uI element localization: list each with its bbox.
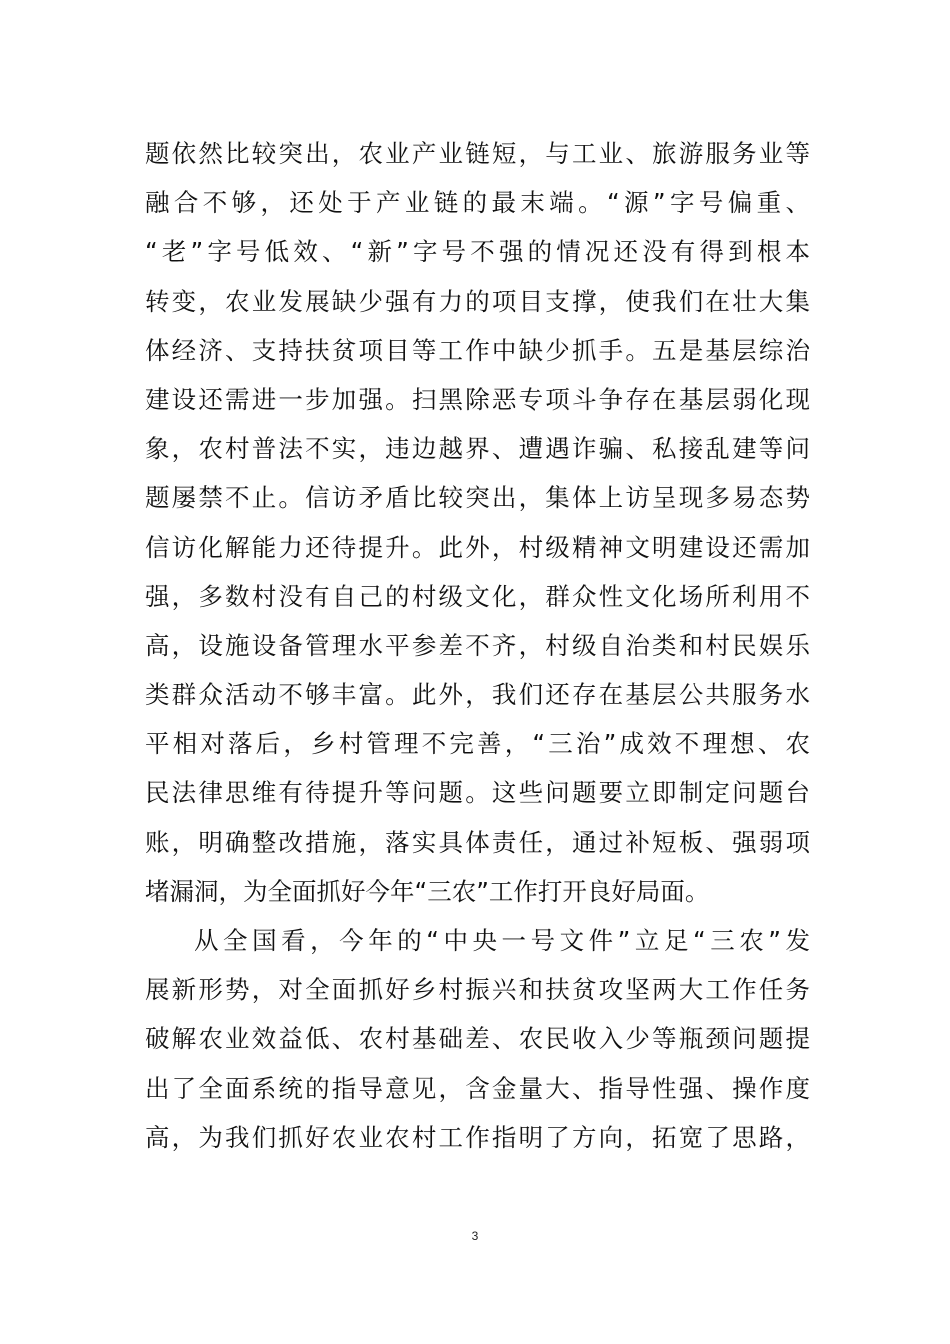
text-line: 强，多数村没有自己的村级文化，群众性文化场所利用不 <box>145 581 810 611</box>
text-line: 展新形势，对全面抓好乡村振兴和扶贫攻坚两大工作任务 <box>145 975 810 1005</box>
body-text <box>145 129 810 1162</box>
text-line: 象，农村普法不实，违边越界、遭遇诈骗、私接乱建等问 <box>145 434 810 464</box>
page-number: 3 <box>471 1229 479 1243</box>
text-line: 体经济、支持扶贫项目等工作中缺少抓手。五是基层综治 <box>145 335 810 365</box>
text-line: 题屡禁不止。信访矛盾比较突出，集体上访呈现多易态势 <box>145 483 810 513</box>
text-line: 高，为我们抓好农业农村工作指明了方向，拓宽了思路， <box>145 1122 810 1152</box>
text-line: 转变，农业发展缺少强有力的项目支撑，使我们在壮大集 <box>145 286 810 316</box>
text-line: 题依然比较突出，农业产业链短，与工业、旅游服务业等 <box>145 139 810 168</box>
text-line: 高，设施设备管理水平参差不齐，村级自治类和村民娱乐 <box>145 630 810 660</box>
text-line: 信访化解能力还待提升。此外，村级精神文明建设还需加 <box>145 532 810 562</box>
text-line: 出了全面系统的指导意见，含金量大、指导性强、操作度 <box>145 1073 810 1103</box>
text-line: 建设还需进一步加强。扫黑除恶专项斗争存在基层弱化现 <box>145 384 810 414</box>
text-line-paragraph-end: 堵漏洞，为全面抓好今年“三农”工作打开良好局面。 <box>145 876 710 906</box>
text-line: 融合不够，还处于产业链的最末端。“源”字号偏重、 <box>145 188 810 218</box>
text-line: 账，明确整改措施，落实具体责任，通过补短板、强弱项 <box>145 827 810 857</box>
text-line: 平相对落后，乡村管理不完善，“三治”成效不理想、农 <box>145 729 810 759</box>
text-line: 民法律思维有待提升等问题。这些问题要立即制定问题台 <box>145 778 810 808</box>
text-line-paragraph-start: 从全国看，今年的“中央一号文件”立足“三农”发 <box>194 926 810 955</box>
text-line: 类群众活动不够丰富。此外，我们还存在基层公共服务水 <box>145 680 810 710</box>
text-line: “老”字号低效、“新”字号不强的情况还没有得到根本 <box>145 237 810 267</box>
text-line: 破解农业效益低、农村基础差、农民收入少等瓶颈问题提 <box>145 1024 810 1054</box>
